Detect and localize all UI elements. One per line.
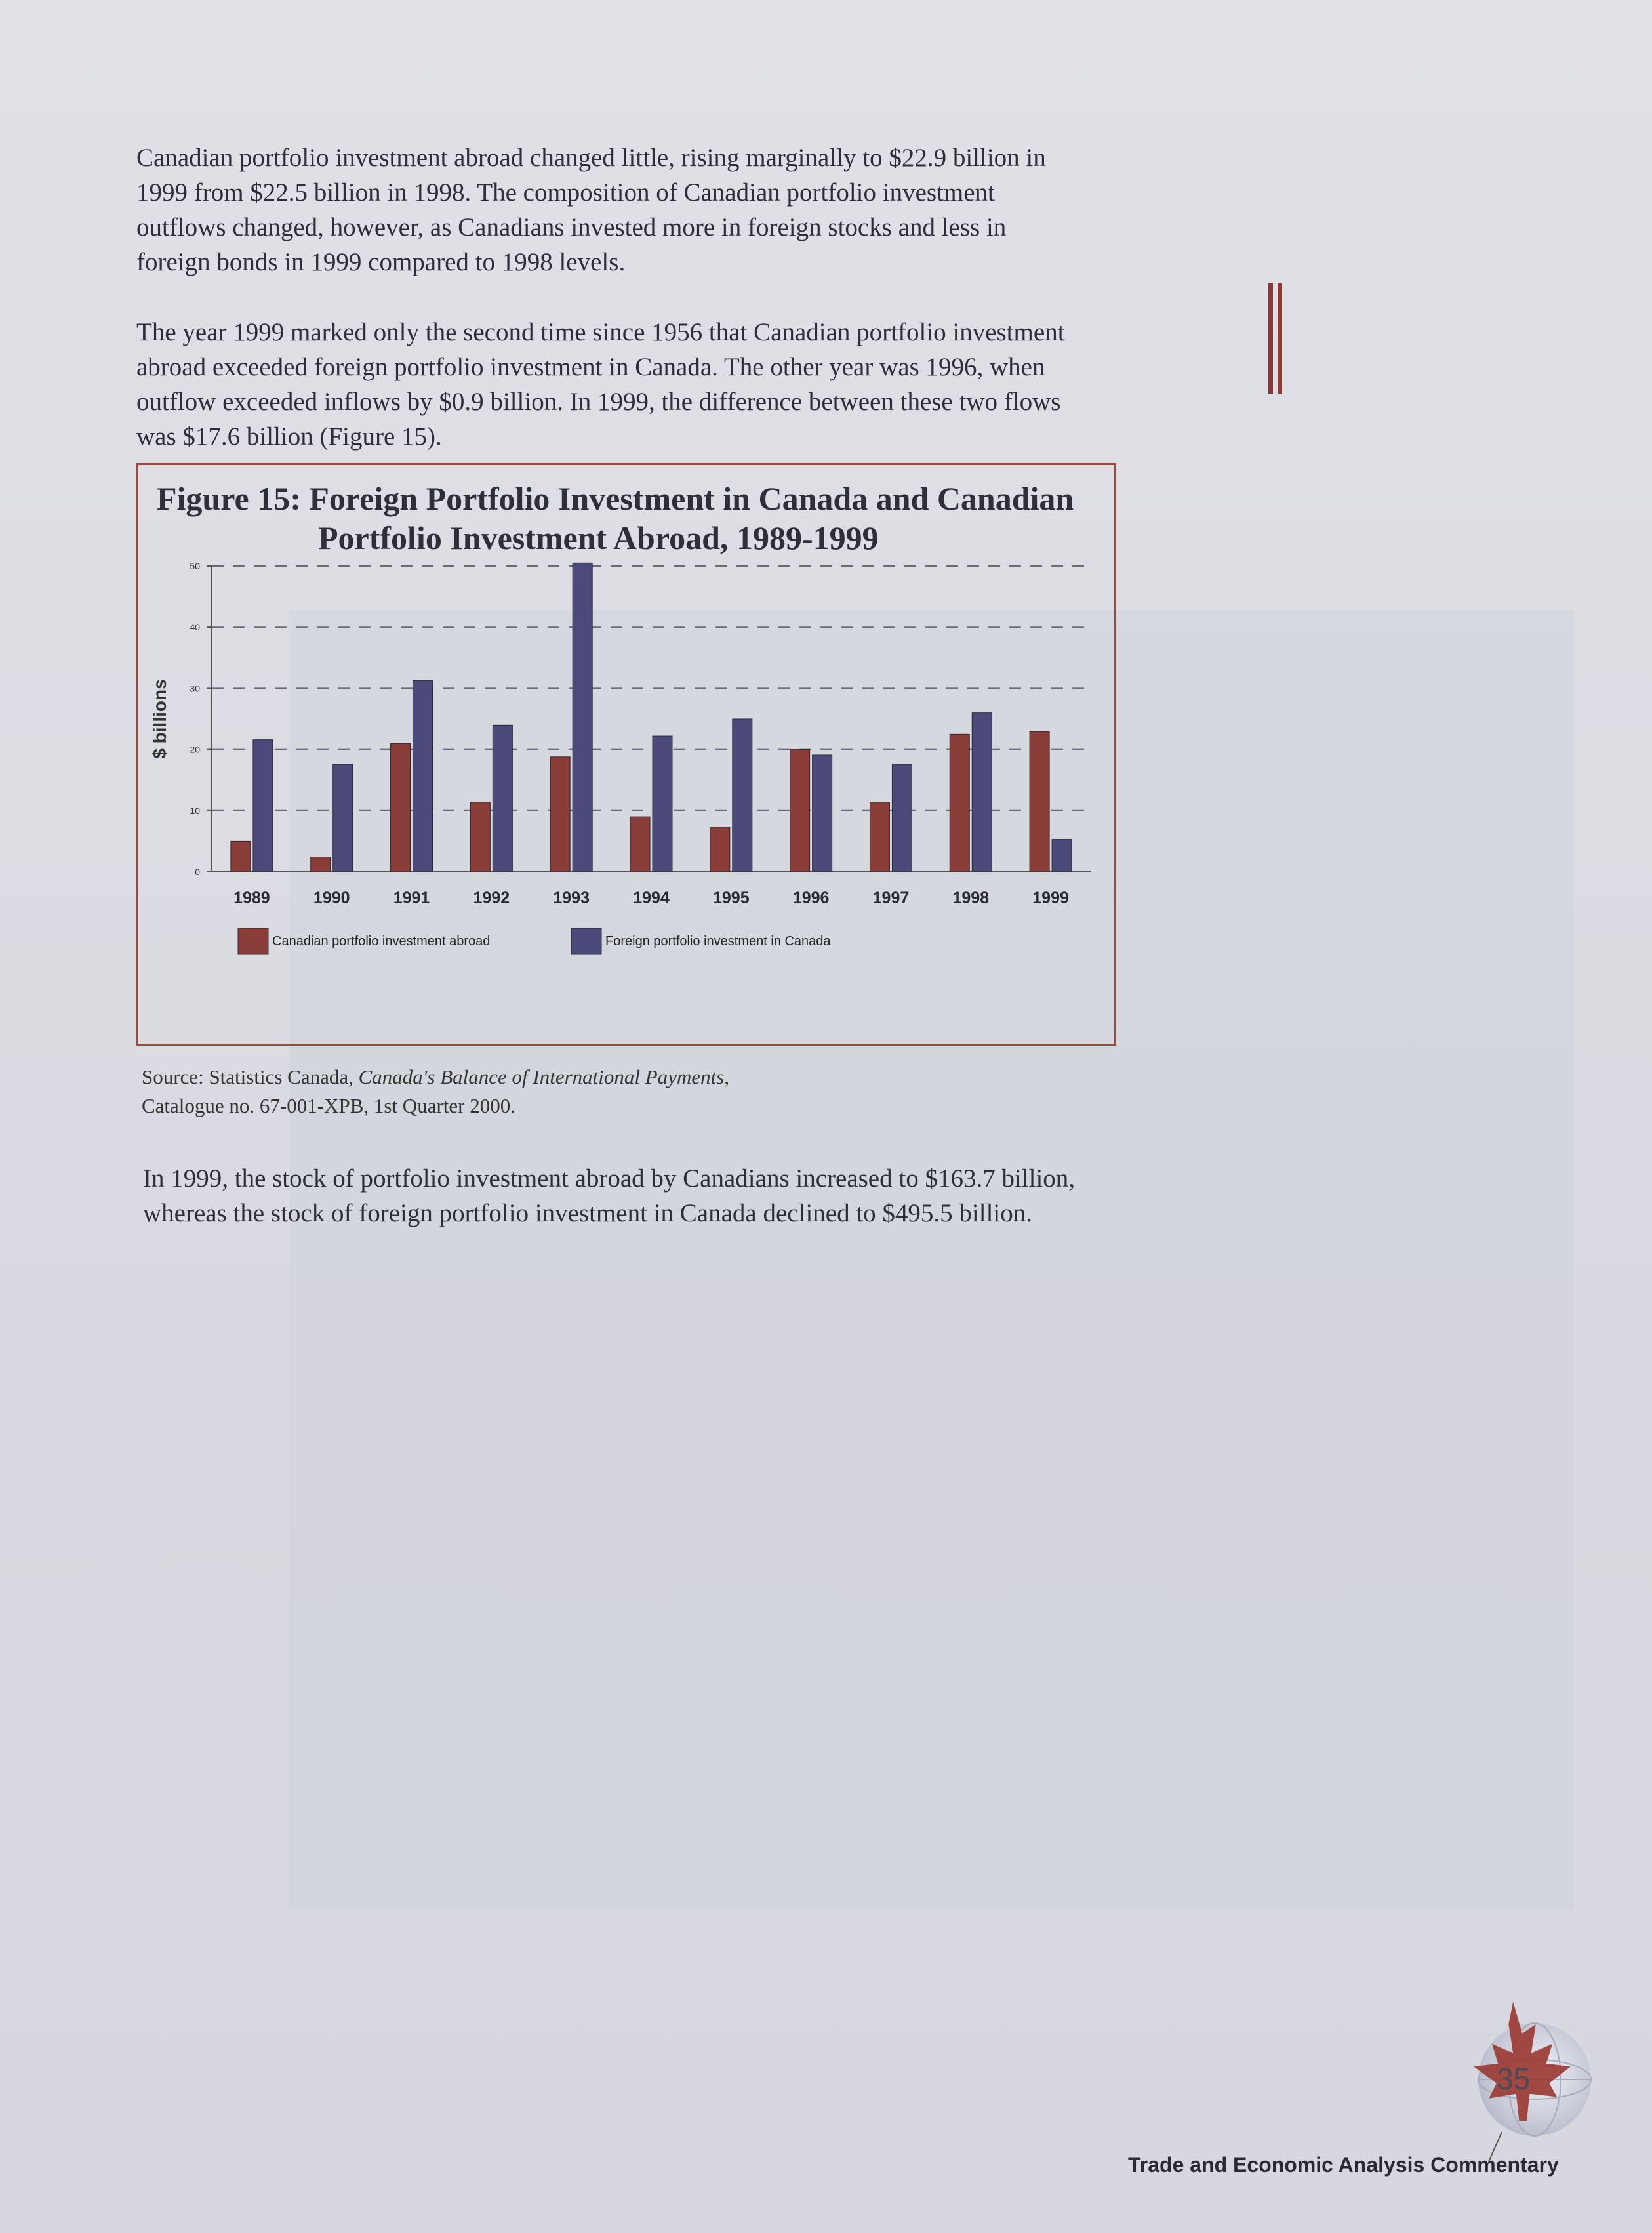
legend-label: Canadian portfolio investment abroad xyxy=(272,934,491,949)
x-tick-label: 1989 xyxy=(233,889,270,907)
bar-abroad-1993 xyxy=(550,757,570,872)
bar-abroad-1991 xyxy=(391,743,411,872)
bar-abroad-1999 xyxy=(1030,732,1049,872)
bar-abroad-1996 xyxy=(790,750,810,872)
paragraph-3: In 1999, the stock of portfolio investment abroad by Canadians increased to $163.7 billion, whereas the stock of foreign portfolio investment in Canada declined to $495.5 billion. xyxy=(143,1164,1076,1227)
y-tick-label: 0 xyxy=(195,867,200,877)
legend-swatch xyxy=(571,928,601,954)
bar-foreign-1994 xyxy=(653,736,672,872)
bar-abroad-1992 xyxy=(470,802,490,872)
bar-foreign-1997 xyxy=(892,764,912,872)
figure-15 xyxy=(136,463,1116,1046)
source-catalogue: Catalogue no. 67-001-XPB, 1st Quarter 2000. xyxy=(142,1094,515,1117)
y-axis-label: $ billions xyxy=(150,679,170,759)
y-tick-label: 30 xyxy=(190,683,200,694)
figure-title-line-1: Figure 15: Foreign Portfolio Investment in Canada and Canadian xyxy=(157,480,1074,517)
x-tick-label: 1997 xyxy=(872,889,910,907)
y-tick-label: 10 xyxy=(190,805,200,816)
bar-foreign-1992 xyxy=(493,725,512,872)
legend-label: Foreign portfolio investment in Canada xyxy=(605,934,831,949)
bar-abroad-1990 xyxy=(311,857,331,872)
bar-abroad-1997 xyxy=(870,802,889,872)
paragraph-2: The year 1999 marked only the second time since 1956 that Canadian portfolio investment abroad exceeded foreign portfolio investment in Canada. The other year was 1996, when outflow exceeded inflows by $0.9 billion. In 1999, the difference between these two flows was $17.6 billion (Figure 15). xyxy=(136,318,1065,451)
x-tick-label: 1991 xyxy=(393,889,430,907)
bar-foreign-1991 xyxy=(413,680,433,872)
bar-foreign-1996 xyxy=(813,755,832,872)
bar-abroad-1994 xyxy=(630,817,650,872)
bar-foreign-1989 xyxy=(253,740,273,872)
x-tick-label: 1994 xyxy=(633,889,670,907)
x-tick-label: 1998 xyxy=(952,889,990,907)
y-tick-label: 40 xyxy=(190,622,200,633)
source-prefix: Source: Statistics Canada, xyxy=(142,1065,359,1088)
bar-foreign-1999 xyxy=(1052,840,1072,872)
bar-foreign-1990 xyxy=(333,764,353,872)
footer-publication-title: Trade and Economic Analysis Commentary xyxy=(1128,2153,1559,2177)
figure-source xyxy=(142,1063,1060,1120)
x-tick-label: 1992 xyxy=(473,889,510,907)
x-tick-label: 1999 xyxy=(1032,889,1069,907)
x-tick-label: 1990 xyxy=(313,889,350,907)
y-tick-label: 20 xyxy=(190,744,200,755)
y-tick-label: 50 xyxy=(190,561,200,571)
bar-foreign-1993 xyxy=(573,563,592,872)
x-tick-label: 1993 xyxy=(553,889,590,907)
legend-swatch xyxy=(238,928,268,954)
figure-title-line-2: Portfolio Investment Abroad, 1989-1999 xyxy=(318,520,879,556)
page-number: 35 xyxy=(1497,2062,1531,2096)
bar-foreign-1995 xyxy=(733,719,752,872)
bar-chart xyxy=(138,465,1114,1044)
bar-abroad-1998 xyxy=(950,734,969,872)
paragraph-1: Canadian portfolio investment abroad changed little, rising marginally to $22.9 billion in 1999 from $22.5 billion in 1998. The composition of Canadian portfolio investment outflows changed, however, as Canadians invested more in foreign stocks and less in foreign bonds in 1999 compared to 1998 levels. xyxy=(136,144,1046,276)
bar-abroad-1989 xyxy=(231,841,251,872)
bar-foreign-1998 xyxy=(972,713,992,872)
bar-abroad-1995 xyxy=(710,827,730,872)
x-tick-label: 1995 xyxy=(713,889,750,907)
x-tick-label: 1996 xyxy=(792,889,830,907)
source-title: Canada's Balance of International Payments, xyxy=(358,1065,730,1088)
accent-bars xyxy=(1267,283,1284,394)
